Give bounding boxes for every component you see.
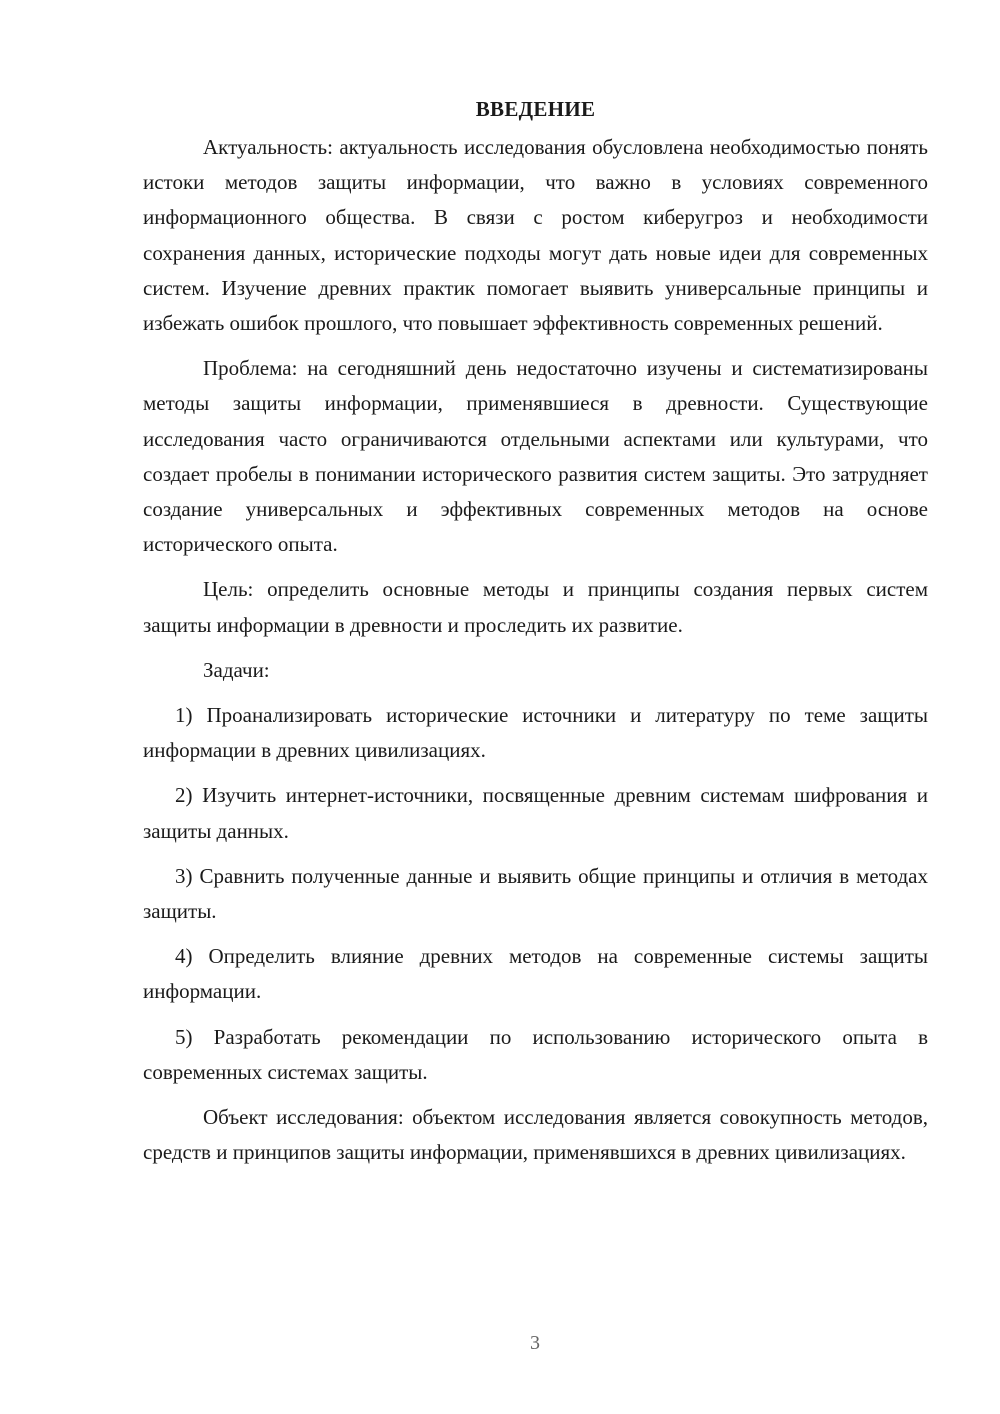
section-heading: ВВЕДЕНИЕ [475, 97, 596, 121]
task-item: 3) Сравнить полученные данные и выявить общие принципы и отличия в методах защиты. [143, 863, 928, 924]
page-number: 3 [530, 1332, 540, 1354]
tasks-label: Задачи: [203, 657, 270, 682]
task-item: 5) Разработать рекомендации по использованию исторического опыта в современных системах защиты. [143, 1024, 928, 1084]
document-page [143, 92, 928, 1180]
task-item: 2) Изучить интернет-источники, посвященные древним системам шифрования и защиты данных. [143, 783, 928, 843]
task-item: 1) Проанализировать исторические источники и литературу по теме защиты информации в древних цивилизациях. [143, 703, 928, 763]
goal-paragraph: Цель: определить основные методы и принципы создания первых систем защиты информации в древности и проследить их развитие. [143, 577, 928, 637]
problem-paragraph: Проблема: на сегодняшний день недостаточно изучены и систематизированы методы защиты информации, применявшиеся в древности. Существующие исследования часто ограничиваются отдельными аспектами или культурами, что создает пробелы в понимании исторического развития систем защиты. Это затрудняет создание универсальных и эффективных современных методов на основе исторического опыта. [143, 356, 928, 557]
object-paragraph: Объект исследования: объектом исследования является совокупность методов, средств и принципов защиты информации, применявшихся в древних цивилизациях. [143, 1105, 928, 1165]
relevance-paragraph: Актуальность: актуальность исследования обусловлена необходимостью понять истоки методов защиты информации, что важно в условиях современного информационного общества. В связи с ростом киберугроз и необходимости сохранения данных, исторические подходы могут дать новые идеи для современных систем. Изучение древних практик помогает выявить универсальные принципы и избежать ошибок прошлого, что повышает эффективность современных решений. [143, 135, 928, 336]
task-item: 4) Определить влияние древних методов на современные системы защиты информации. [143, 944, 928, 1004]
